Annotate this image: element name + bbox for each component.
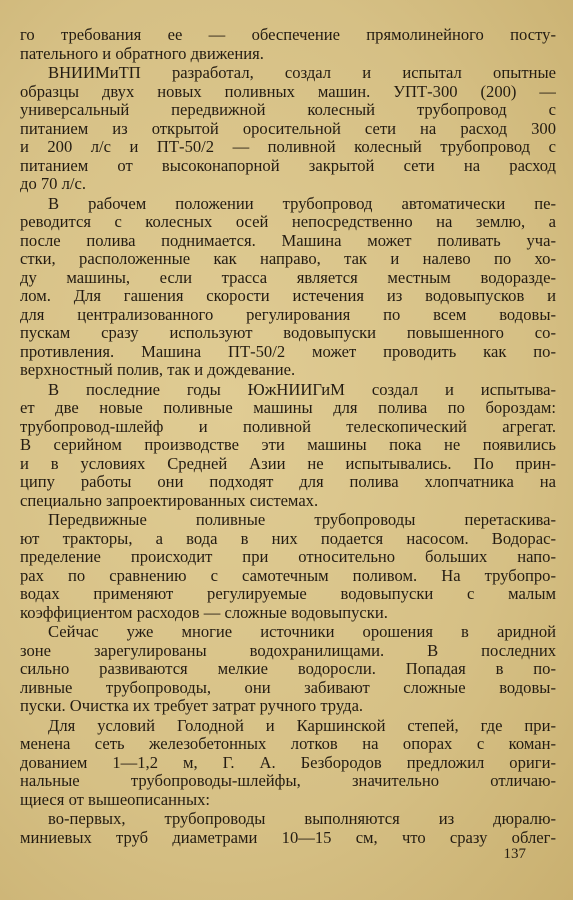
text-line: рах по сравнению с самотечным поливом. На трубопро- xyxy=(20,566,556,585)
text-line: питанием от высоконапорной закрытой сети на расход xyxy=(20,156,556,175)
text-line: ВНИИМиТП разработал, создал и испытал опытные xyxy=(48,64,556,82)
text-line: ливные трубопроводы, они забивают сложные водовы- xyxy=(20,678,556,697)
page-body xyxy=(20,26,556,848)
paragraph xyxy=(20,511,556,622)
text-line: пределение происходит при относительно больших напо- xyxy=(20,548,556,566)
text-line: ют тракторы, а вода в них подается насосом. Водорас- xyxy=(20,529,556,548)
text-line: стки, расположенные как направо, так и налево по хо- xyxy=(20,250,556,268)
text-line: во-первых, трубопроводы выполняются из дюралю- xyxy=(48,810,556,828)
text-line: ет две новые поливные машины для полива по бороздам: xyxy=(20,399,556,417)
paragraph xyxy=(20,717,556,810)
text-line: дованием 1—1,2 м, Г. А. Безбородов предложил ориги- xyxy=(20,753,556,772)
paragraph xyxy=(20,26,556,63)
text-line: образцы двух новых поливных машин. УПТ-300 (200) — xyxy=(20,82,556,101)
text-line: ципу работы они подходят для полива хлопчатника на xyxy=(20,473,556,491)
text-line: го требования ее — обеспечение прямолинейного посту- xyxy=(20,26,556,44)
text-line: специально запроектированных системах. xyxy=(20,491,319,510)
text-line: щиеся от вышеописанных: xyxy=(20,790,210,809)
text-line: до 70 л/с. xyxy=(20,175,87,193)
text-line: В серийном производстве эти машины пока не появились xyxy=(20,436,556,454)
text-line: универсальный передвижной колесный трубопровод с xyxy=(20,101,556,119)
text-line: миниевых труб диаметрами 10—15 см, что сразу облег- xyxy=(20,828,556,847)
text-line: ду машины, если трасса является местным водоразде- xyxy=(20,268,556,287)
text-line: после полива поднимается. Машина может поливать уча- xyxy=(20,231,556,250)
text-line: Для условий Голодной и Каршинской степей, где при- xyxy=(48,716,556,735)
text-line: Передвижные поливные трубопроводы перетаскива- xyxy=(48,511,556,529)
text-line: и в условиях Средней Азии не испытывались. По прин- xyxy=(20,454,556,473)
text-line: нальные трубопроводы-шлейфы, значительно отличаю- xyxy=(20,772,556,790)
text-line: водах применяют регулируемые водовыпуски с малым xyxy=(20,585,556,603)
text-line: В последние годы ЮжНИИГиМ создал и испытыва- xyxy=(48,380,556,399)
text-line: и 200 л/с и ПТ-50/2 — поливной колесный трубопровод с xyxy=(20,138,556,156)
paragraph xyxy=(20,64,556,194)
paragraph xyxy=(20,381,556,511)
page-number: 137 xyxy=(503,846,526,862)
paragraph xyxy=(20,623,556,716)
text-line: верхностный полив, так и дождевание. xyxy=(20,361,296,379)
paragraph xyxy=(20,810,556,847)
text-line: пуски. Очистка их требует затрат ручного труда. xyxy=(20,697,364,715)
text-line: зоне зарегулированы водохранилищами. В последних xyxy=(20,641,556,660)
text-line: сильно развиваются мелкие водоросли. Попадая в по- xyxy=(20,660,556,678)
text-line: питанием из открытой оросительной сети на расход 300 xyxy=(20,119,556,138)
text-line: трубопровод-шлейф и поливной телескопический агрегат. xyxy=(20,417,556,436)
text-line: коэффициентом расходов — сложные водовыпуски. xyxy=(20,603,388,622)
text-line: пускам сразу используют водовыпуски повышенного со- xyxy=(20,324,556,342)
text-line: лом. Для гашения скорости истечения из водовыпусков и xyxy=(20,287,556,305)
text-line: противления. Машина ПТ-50/2 может проводить как по- xyxy=(20,342,556,361)
text-line: менена сеть железобетонных лотков на опорах с коман- xyxy=(20,735,556,753)
paragraph xyxy=(20,195,556,380)
text-line: Сейчас уже многие источники орошения в аридной xyxy=(48,623,556,641)
text-line: пательного и обратного движения. xyxy=(20,44,264,63)
text-line: для централизованного регулирования по всем водовы- xyxy=(20,305,556,324)
text-line: реводится с колесных осей непосредственно на землю, а xyxy=(20,213,556,231)
text-line: В рабочем положении трубопровод автоматически пе- xyxy=(48,194,556,213)
